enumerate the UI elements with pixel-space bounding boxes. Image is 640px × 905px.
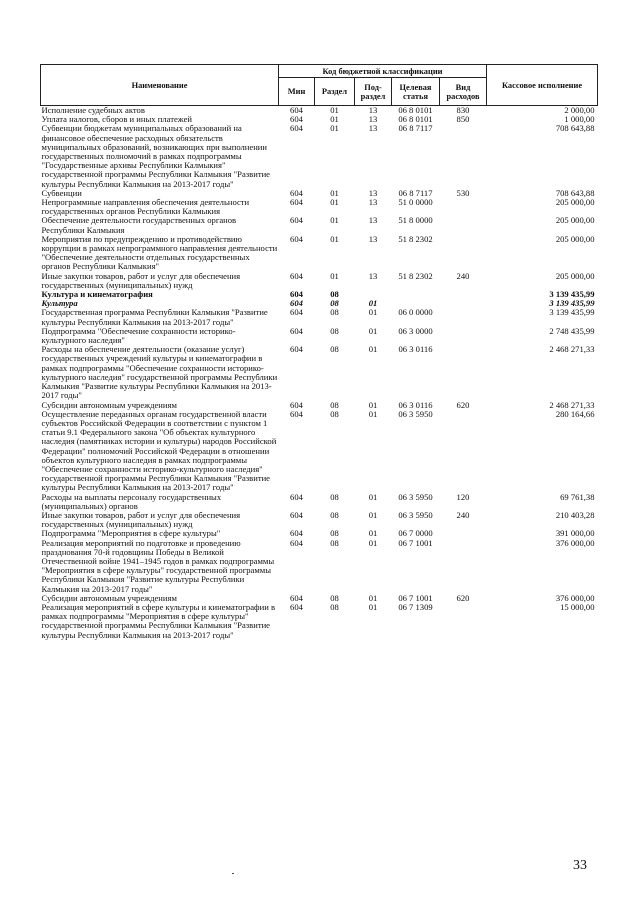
row-name: Реализация мероприятий в сфере культуры и кинематографии в рамках подпрограммы "Мероприятия в сфере культуры" государственной программы Республики Калмыкия "Развитие культуры Республики Калмыкия на 2013-2017 годы" — [41, 601, 275, 640]
row-min: 604 — [290, 233, 303, 244]
row-target: 06 7 1001 — [398, 592, 433, 603]
row-subsection: 01 — [368, 528, 378, 539]
row-exec: 2 468 271,33 — [549, 399, 595, 410]
row-min: 604 — [290, 114, 303, 125]
row-target: 06 8 0101 — [398, 114, 433, 125]
row-exec: 210 403,28 — [555, 509, 595, 520]
row-exec: 2 000,00 — [564, 105, 595, 115]
row-min: 604 — [290, 325, 303, 336]
table-row — [41, 493, 598, 511]
table-row — [41, 410, 598, 493]
row-min: 604 — [290, 307, 303, 318]
header-exec: Кассовое исполнение — [487, 65, 598, 106]
header-section: Раздел — [315, 78, 355, 106]
row-subsection: 01 — [368, 298, 378, 309]
row-section: 08 — [330, 344, 339, 355]
row-section: 01 — [330, 105, 339, 115]
row-type — [440, 124, 487, 188]
row-name: Культура — [41, 298, 78, 309]
row-name: Иные закупки товаров, работ и услуг для обеспечения государственных (муниципальных) нужд — [41, 509, 241, 530]
row-min: 604 — [290, 105, 303, 115]
header-code: Код бюджетной классификации — [279, 65, 487, 78]
row-section: 08 — [330, 592, 339, 603]
row-type — [440, 299, 487, 308]
row-subsection: 01 — [368, 307, 378, 318]
row-subsection: 01 — [368, 491, 378, 502]
row-type — [440, 345, 487, 400]
row-exec: 3 139 435,99 — [549, 307, 595, 318]
row-name: Субвенции — [41, 187, 82, 198]
header-name: Наименование — [41, 65, 279, 106]
header-target: Целевая статья — [392, 78, 440, 106]
table-row — [41, 290, 598, 299]
table-row — [41, 198, 598, 216]
table-row — [41, 511, 598, 529]
row-min: 604 — [290, 528, 303, 539]
row-exec: 3 139 435,99 — [549, 298, 595, 309]
row-target: 51 8 2302 — [398, 270, 433, 281]
row-section: 08 — [330, 528, 339, 539]
row-exec: 2 468 271,33 — [549, 344, 595, 355]
row-exec: 376 000,00 — [555, 592, 595, 603]
row-type: 620 — [456, 592, 470, 603]
row-type — [440, 198, 487, 216]
row-min: 604 — [290, 123, 303, 134]
row-exec: 15 000,00 — [560, 601, 595, 612]
row-subsection: 13 — [368, 215, 378, 226]
row-min: 604 — [290, 344, 303, 355]
row-subsection: 13 — [368, 233, 378, 244]
row-name: Обеспечение деятельности государственных органов Республики Калмыкия — [41, 215, 237, 235]
row-name: Иные закупки товаров, работ и услуг для обеспечения государственных (муниципальных) нужд — [41, 270, 241, 290]
row-exec: 205 000,00 — [555, 233, 595, 244]
table-row — [41, 345, 598, 400]
header-subsection: Под-раздел — [355, 78, 392, 106]
table-row — [41, 603, 598, 640]
row-name: Расходы на обеспечение деятельности (оказание услуг) государственных учреждений культуры и кинематографии в рамках подпрограммы "Обеспечение сохранности историко-культурного наследия" государственной программы Республики Калмыкия "Развитие культуры Республики Калмыкия на 2013-2017 годы" — [41, 344, 278, 401]
row-name: Непрограммные направления обеспечения деятельности государственных органов Республики Калмыкия — [41, 197, 250, 217]
row-target: 06 3 5950 — [398, 491, 433, 502]
row-exec: 391 000,00 — [555, 528, 595, 539]
row-subsection: 01 — [368, 325, 378, 336]
row-section: 08 — [330, 399, 339, 410]
row-subsection: 01 — [368, 601, 378, 612]
row-name: Расходы на выплаты персоналу государственных (муниципальных) органов — [41, 491, 222, 511]
row-type — [440, 410, 487, 493]
row-min: 604 — [290, 601, 303, 612]
row-name: Мероприятия по предупреждению и противодействию коррупции в рамках непрограммного направления деятельности "Обеспечение деятельности отдельных государственных органов Республики Калмыкия" — [41, 233, 278, 272]
row-min: 604 — [290, 187, 303, 198]
row-min: 604 — [290, 491, 303, 502]
row-subsection: 13 — [368, 105, 378, 115]
row-name: Осуществление переданных органам государственной власти субъектов Российской Федерации в соответствии с пунктом 1 статьи 9.1 Федерального закона "Об объектах культурного наследия (памятниках истории и культуры) народов Российской Федерации" полномочий Российской Федерации в отношении объектов культурного наследия в рамках подпрограммы "Обеспечение сохранности историко-культурного наследия" государственной программы Республики Калмыкия "Развитие культуры Республики Калмыкия на 2013-2017 годы" — [41, 408, 277, 493]
table-row — [41, 272, 598, 290]
row-section: 08 — [330, 298, 339, 309]
row-min: 604 — [290, 289, 303, 300]
row-target — [392, 290, 440, 299]
row-exec: 205 000,00 — [555, 215, 595, 226]
table-body — [41, 106, 598, 640]
row-min: 604 — [290, 399, 303, 410]
row-type: 830 — [456, 105, 470, 115]
header-min: Мин — [279, 78, 315, 106]
table-row — [41, 235, 598, 272]
row-name: Субвенции бюджетам муниципальных образований на финансовое обеспечение расходных обязательств муниципальных образований, возникающих при выполнении государственных полномочий в рамках подпрограммы "Государственные архивы Республики Калмыкия" государственной программы Республики Калмыкия "Развитие культуры Республики Калмыкия на 2013-2017 годы" — [41, 123, 270, 189]
row-section: 08 — [330, 408, 339, 419]
row-subsection: 13 — [368, 114, 378, 125]
row-subsection: 13 — [368, 197, 378, 208]
row-target: 06 3 0000 — [398, 325, 433, 336]
row-type — [440, 539, 487, 594]
row-section: 08 — [330, 325, 339, 336]
row-type: 850 — [456, 114, 470, 125]
row-exec: 3 139 435,99 — [549, 289, 595, 300]
page-number: 33 — [573, 858, 587, 873]
row-min: 604 — [290, 592, 303, 603]
row-target: 51 8 0000 — [398, 215, 433, 226]
table-row — [41, 539, 598, 594]
row-min: 604 — [290, 215, 303, 226]
row-min: 604 — [290, 408, 303, 419]
row-section: 01 — [330, 187, 339, 198]
row-section: 01 — [330, 197, 339, 208]
row-target: 06 7 0000 — [398, 528, 433, 539]
row-type: 620 — [456, 399, 470, 410]
row-subsection: 13 — [368, 123, 378, 134]
row-type — [440, 529, 487, 538]
row-min: 604 — [290, 197, 303, 208]
row-name: Уплата налогов, сборов и иных платежей — [41, 114, 193, 125]
row-min: 604 — [290, 298, 303, 309]
row-type: 120 — [456, 491, 470, 502]
row-name: Государственная программа Республики Калмыкия "Развитие культуры Республики Калмыкия на 2013-2017 годы" — [41, 307, 268, 327]
row-section: 08 — [330, 537, 339, 548]
row-type — [440, 603, 487, 640]
row-exec: 708 643,88 — [555, 187, 595, 198]
table-row — [41, 216, 598, 234]
row-exec: 2 748 435,99 — [549, 325, 595, 336]
row-exec: 205 000,00 — [555, 270, 595, 281]
row-exec: 280 164,66 — [555, 408, 595, 419]
row-name: Подпрограмма "Мероприятия в сфере культуры" — [41, 528, 221, 539]
row-type: 240 — [456, 270, 470, 281]
row-section: 01 — [330, 215, 339, 226]
row-subsection: 01 — [368, 399, 378, 410]
row-name: Субсидии автономным учреждениям — [41, 592, 177, 603]
row-target: 06 3 5950 — [398, 509, 433, 520]
row-type — [440, 327, 487, 345]
row-name: Исполнение судебных актов — [41, 105, 145, 115]
row-subsection: 01 — [368, 537, 378, 548]
row-type — [440, 235, 487, 272]
row-target: 06 8 7117 — [398, 187, 433, 198]
row-exec: 69 761,38 — [560, 491, 595, 502]
row-subsection: 01 — [368, 592, 378, 603]
row-name: Подпрограмма "Обеспечение сохранности историко-культурного наследия" — [41, 325, 236, 346]
header-type: Вид расходов — [440, 78, 487, 106]
row-target: 51 8 2302 — [398, 233, 433, 244]
row-type — [440, 216, 487, 234]
row-exec: 708 643,88 — [555, 123, 595, 134]
budget-table — [40, 64, 598, 640]
row-min: 604 — [290, 270, 303, 281]
row-exec: 205 000,00 — [555, 197, 595, 208]
row-target: 06 8 0101 — [398, 105, 433, 115]
scan-speck — [232, 873, 234, 874]
row-type: 240 — [456, 509, 470, 520]
row-target: 06 3 0116 — [398, 399, 433, 410]
row-min: 604 — [290, 509, 303, 520]
row-name: Культура и кинематография — [41, 289, 153, 300]
row-exec: 1 000,00 — [564, 114, 595, 125]
row-section: 01 — [330, 270, 339, 281]
row-section: 01 — [330, 233, 339, 244]
row-type — [440, 308, 487, 326]
row-subsection: 13 — [368, 270, 378, 281]
row-subsection: 01 — [368, 344, 378, 355]
row-section: 08 — [330, 307, 339, 318]
row-name: Реализация мероприятий по подготовке и проведению празднования 70-й годовщины Победы в Великой Отечественной войне 1941–1945 годов в рамках подпрограммы "Мероприятия в сфере культуры" государственной программы Республики Калмыкия "Развитие культуры Республики Калмыкия на 2013-2017 годы" — [41, 537, 275, 594]
row-section: 08 — [330, 491, 339, 502]
table-row — [41, 327, 598, 345]
row-target: 06 3 0116 — [398, 344, 433, 355]
row-target: 06 3 5950 — [398, 408, 433, 419]
row-subsection: 01 — [368, 509, 378, 520]
row-section: 08 — [330, 601, 339, 612]
row-exec: 376 000,00 — [555, 537, 595, 548]
row-type: 530 — [456, 187, 470, 198]
row-section: 01 — [330, 123, 339, 134]
table-row — [41, 308, 598, 326]
row-subsection: 01 — [368, 408, 378, 419]
row-name: Субсидии автономным учреждениям — [41, 399, 177, 410]
row-target: 06 8 7117 — [398, 123, 433, 134]
table-row — [41, 124, 598, 188]
row-section: 01 — [330, 114, 339, 125]
row-type — [440, 290, 487, 299]
row-target: 06 0 0000 — [398, 307, 433, 318]
row-target: 06 7 1309 — [398, 601, 433, 612]
row-section: 08 — [330, 509, 339, 520]
row-min: 604 — [290, 537, 303, 548]
row-section: 08 — [330, 289, 339, 300]
row-target: 06 7 1001 — [398, 537, 433, 548]
row-target: 51 0 0000 — [398, 197, 433, 208]
row-subsection: 13 — [368, 187, 378, 198]
